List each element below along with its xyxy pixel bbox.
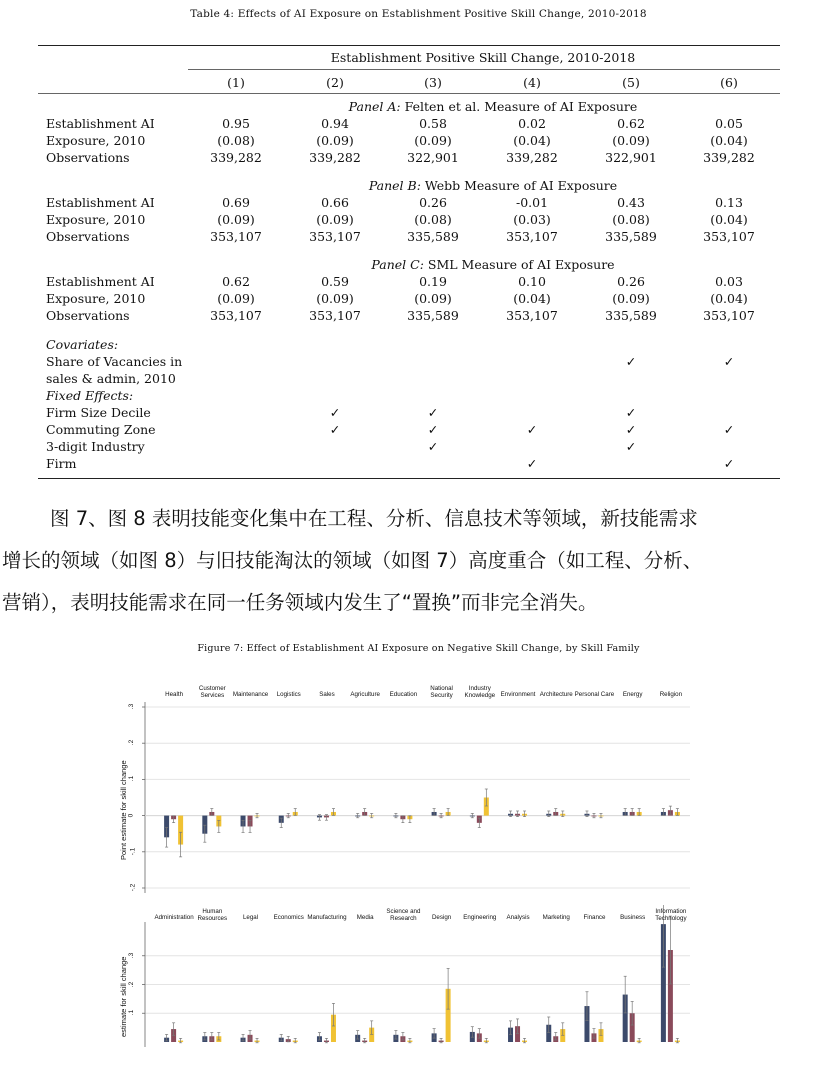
paragraph-line-2: 增长的领域（如图 8）与旧技能淘汰的领域（如图 7）高度重合（如工程、分析、 [2, 549, 703, 572]
coef-cell: -0.01 [515, 195, 549, 210]
row-label: Establishment AI [46, 274, 155, 289]
check-mark: ✓ [625, 405, 637, 420]
category-label: Architecture [539, 691, 573, 698]
chart-svg [115, 905, 695, 1086]
chart-svg [115, 680, 695, 900]
se-cell: (0.08) [414, 212, 452, 227]
panel-title [193, 178, 793, 193]
panel-title-text: Felten et al. Measure of AI Exposure [400, 99, 638, 114]
covariates-heading: Covariates: [46, 337, 119, 352]
row-label: Establishment AI [46, 195, 155, 210]
obs-cell: 353,107 [309, 229, 361, 244]
row-label: Observations [46, 308, 130, 323]
y-tick-label: 0 [127, 813, 135, 817]
row-label: Share of Vacancies in [46, 354, 183, 369]
check-mark: ✓ [723, 456, 735, 471]
panel-title [193, 257, 793, 272]
panel-title [193, 99, 793, 114]
coef-cell: 0.58 [419, 116, 447, 131]
category-label: Human Resources [197, 908, 228, 922]
category-label: Logistics [276, 691, 301, 698]
coef-cell: 0.62 [222, 274, 250, 289]
coef-cell: 0.02 [518, 116, 546, 131]
obs-cell: 335,589 [605, 229, 657, 244]
coef-cell: 0.03 [715, 274, 743, 289]
row-label: 3-digit Industry [46, 439, 145, 454]
y-tick-label: .1 [128, 1010, 136, 1016]
column-header: (4) [523, 75, 541, 90]
category-label: Science and Research [386, 908, 421, 922]
se-cell: (0.04) [710, 133, 748, 148]
se-cell: (0.09) [612, 133, 650, 148]
check-mark: ✓ [329, 422, 341, 437]
se-cell: (0.04) [513, 133, 551, 148]
row-label: Observations [46, 150, 130, 165]
se-cell: (0.04) [710, 212, 748, 227]
coef-cell: 0.10 [518, 274, 546, 289]
panel-title-text: SML Measure of AI Exposure [423, 257, 615, 272]
check-mark: ✓ [625, 354, 637, 369]
y-tick-label: .2 [128, 739, 136, 746]
chart-bottom [115, 905, 695, 1086]
table-bottom-rule [38, 478, 780, 479]
se-cell: (0.04) [710, 291, 748, 306]
fixed-effects-heading: Fixed Effects: [46, 388, 134, 403]
obs-cell: 322,901 [605, 150, 657, 165]
header-underline [188, 69, 780, 70]
check-mark: ✓ [526, 456, 538, 471]
check-mark: ✓ [625, 422, 637, 437]
paragraph-line-1: 图 7、图 8 表明技能变化集中在工程、分析、信息技术等领域，新技能需求 [50, 507, 698, 530]
category-label: Analysis [506, 914, 530, 921]
y-tick-label: .1 [128, 776, 136, 782]
category-label: Design [431, 914, 452, 921]
se-cell: (0.09) [414, 133, 452, 148]
se-cell: (0.08) [612, 212, 650, 227]
category-label: Administration [154, 914, 194, 921]
se-cell: (0.09) [316, 291, 354, 306]
obs-cell: 353,107 [210, 229, 262, 244]
category-label: Business [620, 914, 646, 921]
category-label: Agriculture [350, 691, 380, 698]
category-label: Health [165, 691, 184, 698]
obs-cell: 339,282 [210, 150, 262, 165]
coef-cell: 0.26 [419, 195, 447, 210]
se-cell: (0.04) [513, 291, 551, 306]
se-cell: (0.09) [612, 291, 650, 306]
category-label: Energy [622, 691, 643, 698]
check-mark: ✓ [427, 439, 439, 454]
se-cell: (0.09) [217, 291, 255, 306]
row-label: Observations [46, 229, 130, 244]
coef-cell: 0.26 [617, 274, 645, 289]
row-label: Exposure, 2010 [46, 291, 146, 306]
coef-cell: 0.62 [617, 116, 645, 131]
column-header: (1) [227, 75, 245, 90]
row-label: Establishment AI [46, 116, 155, 131]
category-label: Marketing [542, 914, 570, 921]
figure-caption: Figure 7: Effect of Establishment AI Exposure on Negative Skill Change, by Skill Family [197, 643, 640, 654]
obs-cell: 353,107 [210, 308, 262, 323]
column-header: (5) [622, 75, 640, 90]
category-label: Economics [273, 914, 304, 921]
category-label: Education [389, 691, 418, 698]
table-caption: Table 4: Effects of AI Exposure on Establishment Positive Skill Change, 2010-2018 [190, 8, 647, 20]
check-mark: ✓ [625, 439, 637, 454]
table-top-rule [38, 45, 780, 46]
chart-top [115, 680, 695, 900]
coef-cell: 0.94 [321, 116, 349, 131]
obs-cell: 353,107 [703, 308, 755, 323]
category-label: Manufacturing [307, 914, 347, 921]
row-label: Firm Size Decile [46, 405, 151, 420]
obs-cell: 339,282 [309, 150, 361, 165]
row-label: Firm [46, 456, 77, 471]
coef-cell: 0.13 [715, 195, 743, 210]
y-tick-label: -.2 [129, 883, 137, 892]
y-tick-label: .3 [128, 952, 136, 958]
obs-cell: 339,282 [703, 150, 755, 165]
header-bottom-rule [38, 93, 780, 94]
check-mark: ✓ [723, 354, 735, 369]
se-cell: (0.09) [217, 212, 255, 227]
column-header: (3) [424, 75, 442, 90]
panel-title-italic: Panel A: [348, 99, 401, 114]
se-cell: (0.08) [217, 133, 255, 148]
y-tick-label: -.1 [129, 847, 137, 856]
obs-cell: 353,107 [309, 308, 361, 323]
obs-cell: 335,589 [407, 229, 459, 244]
category-label: Customer Services [198, 685, 226, 699]
y-tick-label: .3 [128, 703, 136, 710]
category-label: Sales [319, 691, 335, 698]
category-label: Finance [583, 914, 606, 921]
check-mark: ✓ [427, 422, 439, 437]
panel-title-italic: Panel B: [368, 178, 421, 193]
row-label: Exposure, 2010 [46, 133, 146, 148]
panel-title-italic: Panel C: [371, 257, 424, 272]
body-paragraph [0, 498, 837, 624]
coef-cell: 0.59 [321, 274, 349, 289]
obs-cell: 335,589 [407, 308, 459, 323]
se-cell: (0.09) [316, 212, 354, 227]
category-label: Media [356, 914, 374, 921]
coef-cell: 0.43 [617, 195, 645, 210]
table-header: Establishment Positive Skill Change, 2010-2018 [330, 50, 636, 65]
coef-cell: 0.69 [222, 195, 250, 210]
panel-title-text: Webb Measure of AI Exposure [420, 178, 618, 193]
category-label: Religion [659, 691, 683, 698]
coef-cell: 0.19 [419, 274, 447, 289]
se-cell: (0.03) [513, 212, 551, 227]
row-label: Commuting Zone [46, 422, 156, 437]
obs-cell: 335,589 [605, 308, 657, 323]
category-label: Information Technology [655, 908, 687, 922]
category-label: Environment [500, 691, 536, 698]
coef-cell: 0.66 [321, 195, 349, 210]
category-label: Legal [242, 914, 259, 921]
obs-cell: 339,282 [506, 150, 558, 165]
paragraph-line-3: 营销），表明技能需求在同一任务领域内发生了“置换”而非完全消失。 [2, 591, 598, 614]
check-mark: ✓ [427, 405, 439, 420]
check-mark: ✓ [526, 422, 538, 437]
se-cell: (0.09) [316, 133, 354, 148]
obs-cell: 353,107 [506, 229, 558, 244]
column-header: (6) [720, 75, 738, 90]
column-header: (2) [326, 75, 344, 90]
y-tick-label: .2 [128, 981, 136, 987]
obs-cell: 322,901 [407, 150, 459, 165]
y-axis-label: estimate for skill change [119, 956, 128, 1037]
check-mark: ✓ [329, 405, 341, 420]
category-label: Industry Knowledge [464, 685, 496, 699]
category-label: Personal Care [574, 691, 615, 698]
coef-cell: 0.95 [222, 116, 250, 131]
category-label: National Security [430, 685, 453, 699]
category-label: Maintenance [232, 691, 269, 698]
check-mark: ✓ [723, 422, 735, 437]
row-label: sales & admin, 2010 [46, 371, 176, 386]
coef-cell: 0.05 [715, 116, 743, 131]
se-cell: (0.09) [414, 291, 452, 306]
obs-cell: 353,107 [703, 229, 755, 244]
obs-cell: 353,107 [506, 308, 558, 323]
category-label: Engineering [463, 914, 497, 921]
y-axis-label: Point estimate for skill change [119, 760, 128, 860]
row-label: Exposure, 2010 [46, 212, 146, 227]
